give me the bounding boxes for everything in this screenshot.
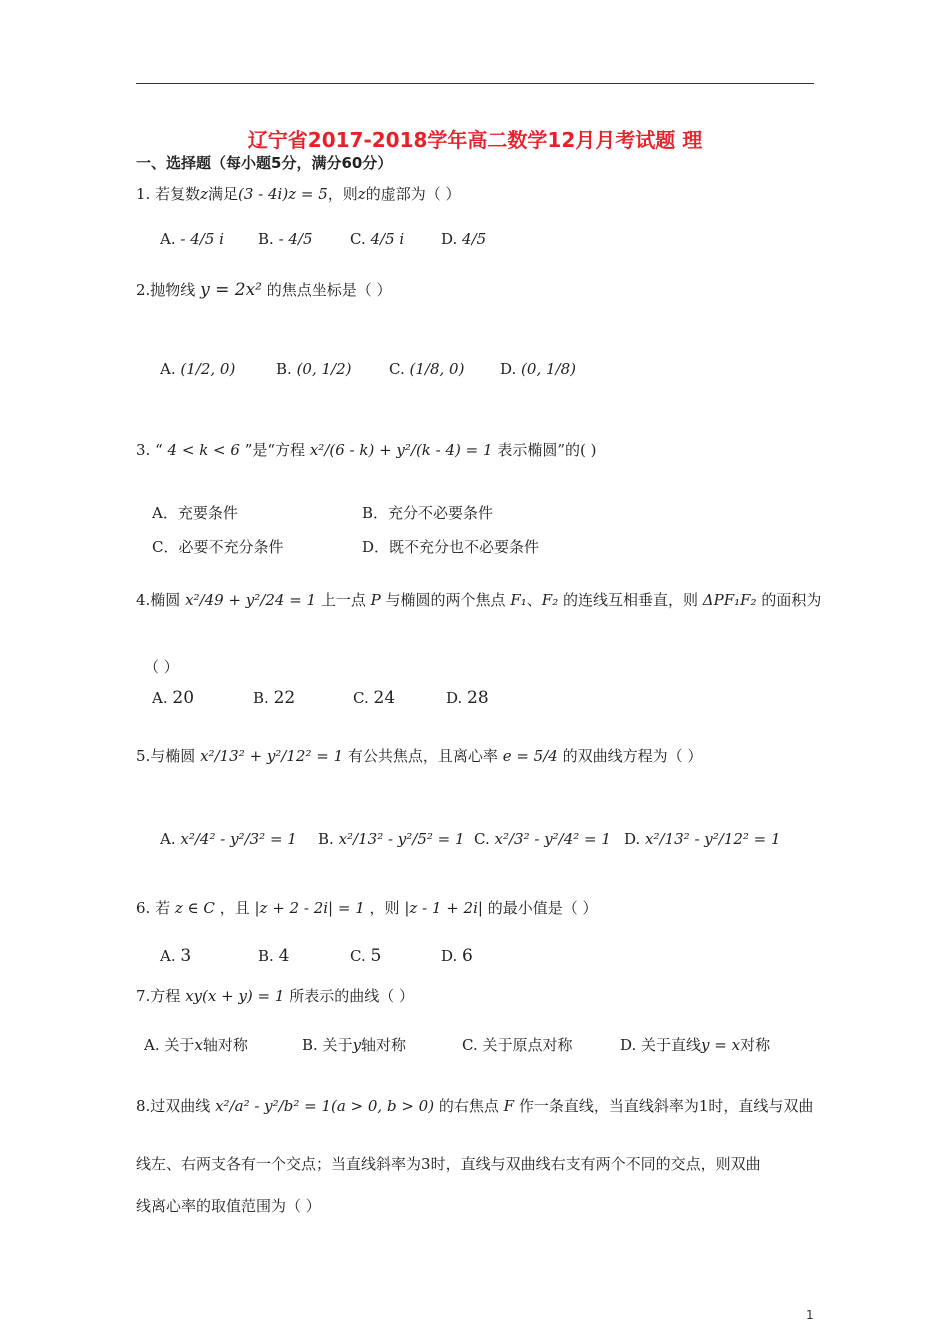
q5-text: 的双曲线方程为（ ） [562, 747, 703, 765]
q3-option-c: C．必要不充分条件 [152, 538, 284, 556]
q1-var: z [357, 185, 366, 203]
q3-text: ”是“方程 [244, 441, 306, 459]
q2-b-value: (0, 1/2) [296, 360, 352, 378]
q2-expr: y = 2x² [200, 280, 262, 300]
option-label: D. [441, 947, 458, 965]
q8-text: 的右焦点 [438, 1097, 499, 1115]
q5-option-b [318, 830, 465, 848]
option-label: C. [350, 947, 366, 965]
q2-option-c [389, 360, 464, 378]
q4-option-b [253, 688, 295, 708]
q2-text: 的焦点坐标是（ ） [266, 281, 392, 299]
option-label: B. [253, 689, 269, 707]
option-label: D. [441, 230, 458, 248]
q6-text: 6. 若 [136, 899, 171, 917]
q4-b-value: 22 [273, 688, 296, 708]
q6-d-value: 6 [462, 946, 473, 966]
q7-text: 所表示的曲线（ ） [289, 987, 414, 1005]
q2-option-b [276, 360, 352, 378]
q2-a-value: (1/2, 0) [180, 360, 236, 378]
q5-c-value: x²/3² - y²/4² = 1 [494, 830, 611, 848]
q6-b-value: 4 [278, 946, 290, 966]
q8-text: 作一条直线，当直线斜率为 [518, 1097, 699, 1115]
q1-text: 1. 若复数 [136, 185, 201, 203]
question-8-stem [136, 1096, 813, 1116]
q7-d-var: y = x [701, 1036, 741, 1054]
option-label: A. [152, 689, 168, 707]
q3-condition: 4 < k < 6 [167, 441, 240, 459]
q5-option-d [624, 830, 781, 848]
q4-text: 的连线互相垂直，则 [562, 591, 698, 609]
q1-var: z [200, 185, 208, 203]
option-label: D. [500, 360, 517, 378]
q5-text: 有公共焦点，且离心率 [347, 747, 498, 765]
q1-option-c [350, 230, 404, 248]
q6-text: ，则 [369, 899, 400, 917]
q8-slope-1: 1 [698, 1097, 709, 1115]
q7-option-b [302, 1034, 406, 1055]
option-label: C. [389, 360, 405, 378]
q7-option-a [144, 1034, 248, 1055]
q1-text: 满足 [208, 185, 239, 203]
q2-d-value: (0, 1/8) [521, 360, 576, 378]
question-4-stem [136, 590, 821, 610]
q7-d-text: D. 关于直线 [620, 1036, 702, 1054]
q2-option-a [160, 360, 235, 378]
q7-option-c: C. 关于原点对称 [462, 1036, 573, 1054]
option-label: A. [160, 360, 176, 378]
q6-text: 的最小值是（ ） [487, 899, 598, 917]
q5-d-value: x²/13² - y²/12² = 1 [645, 830, 781, 848]
option-label: A. [160, 230, 176, 248]
q1-expr: (3 - 4i)z = 5 [238, 185, 328, 203]
q7-equation: xy(x + y) = 1 [185, 987, 285, 1005]
q3-equation: x²/(6 - k) + y²/(k - 4) = 1 [309, 441, 493, 459]
q4-option-a [152, 688, 194, 708]
q1-text: ，则 [327, 185, 358, 203]
q8-slope-2: 3 [421, 1155, 431, 1173]
question-5-stem [136, 746, 702, 766]
q1-b-value: - 4/5 [278, 230, 313, 248]
q7-a-end: 轴对称 [202, 1036, 248, 1054]
q6-option-b [258, 946, 289, 966]
question-1-stem [136, 184, 460, 204]
option-label: D. [446, 689, 463, 707]
option-label: B. [276, 360, 292, 378]
q8-equation: x²/a² - y²/b² = 1(a > 0, b > 0) [215, 1097, 435, 1115]
q4-triangle: ΔPF₁F₂ [702, 591, 757, 609]
option-label: D. [624, 830, 641, 848]
q4-focus-2: F₂ [541, 591, 559, 609]
q6-a-value: 3 [180, 946, 192, 966]
page-title: 辽宁省2017-2018学年高二数学12月月考试题 理 [247, 128, 703, 152]
option-label: B. [318, 830, 334, 848]
q5-b-value: x²/13² - y²/5² = 1 [338, 830, 465, 848]
question-8-line-2 [136, 1154, 761, 1174]
q3-text: “ [155, 441, 163, 459]
q6-condition-2: |z + 2 - 2i| = 1 [254, 899, 365, 917]
question-7-stem [136, 986, 414, 1006]
q6-text: ，且 [219, 899, 250, 917]
question-3-stem [136, 440, 596, 460]
q5-a-value: x²/4² - y²/3² = 1 [180, 830, 297, 848]
q5-eccentricity: e = 5/4 [502, 747, 558, 765]
question-8-line-3: 线离心率的取值范围为（ ） [136, 1197, 321, 1215]
q4-blank: （ ） [144, 658, 179, 676]
q3-option-b: B．充分不必要条件 [362, 504, 494, 522]
q2-option-d [500, 360, 576, 378]
q8-text: 线左、右两支各有一个交点；当直线斜率为 [136, 1155, 422, 1173]
q4-equation: x²/49 + y²/24 = 1 [185, 591, 317, 609]
q4-a-value: 20 [172, 688, 195, 708]
q7-option-d [620, 1034, 770, 1055]
q4-c-value: 24 [373, 688, 396, 708]
q6-option-c [350, 946, 381, 966]
q4-option-c [353, 688, 395, 708]
page-number: 1 [806, 1308, 814, 1322]
q1-text: 的虚部为（ ） [365, 185, 461, 203]
q7-text: 7.方程 [136, 987, 181, 1005]
header-rule [136, 83, 814, 84]
q8-focus: F [503, 1097, 515, 1115]
q3-number: 3. [136, 441, 151, 459]
q1-option-d [441, 230, 486, 248]
q4-option-d [446, 688, 489, 708]
q6-option-d [441, 946, 473, 966]
q4-focus-1: F₁ [510, 591, 527, 609]
option-label: A. [160, 947, 176, 965]
q6-option-a [160, 946, 191, 966]
q7-d-end: 对称 [740, 1036, 771, 1054]
q7-b-text: B. 关于 [302, 1036, 353, 1054]
option-label: C. [350, 230, 366, 248]
q4-separator: 、 [526, 591, 542, 609]
question-6-stem [136, 898, 598, 918]
q5-option-c [474, 830, 611, 848]
q7-a-var: x [194, 1036, 203, 1054]
option-label: C. [474, 830, 490, 848]
q3-option-a: A．充要条件 [152, 504, 238, 522]
option-label: B. [258, 230, 274, 248]
q4-d-value: 28 [467, 688, 489, 708]
q6-expr: |z - 1 + 2i| [404, 899, 483, 917]
q1-option-a [160, 230, 224, 248]
q3-text: 表示椭圆”的( ) [497, 441, 597, 459]
option-label: A. [160, 830, 176, 848]
q7-b-end: 轴对称 [361, 1036, 407, 1054]
q1-d-value: 4/5 [462, 230, 487, 248]
q5-text: 5.与椭圆 [136, 747, 196, 765]
q4-text: 与椭圆的两个焦点 [385, 591, 506, 609]
q5-option-a [160, 830, 297, 848]
option-label: C. [353, 689, 369, 707]
option-label: B. [258, 947, 274, 965]
q4-point: P [370, 591, 381, 609]
q8-text: 时，直线与双曲线右支有两个不同的交点，则双曲 [430, 1155, 761, 1173]
q1-option-b [258, 230, 313, 248]
question-2-stem [136, 280, 392, 300]
q4-text: 的面积为 [761, 591, 822, 609]
q8-text: 时，直线与双曲 [708, 1097, 814, 1115]
q8-text: 8.过双曲线 [136, 1097, 211, 1115]
q7-a-text: A. 关于 [144, 1036, 195, 1054]
q7-b-var: y [352, 1036, 362, 1054]
q5-equation: x²/13² + y²/12² = 1 [200, 747, 344, 765]
q1-c-value: 4/5 i [370, 230, 405, 248]
q4-text: 4.椭圆 [136, 591, 181, 609]
q6-c-value: 5 [370, 946, 382, 966]
q6-condition-1: z ∈ C [174, 899, 215, 917]
q3-option-d: D．既不充分也不必要条件 [362, 538, 540, 556]
q4-text: 上一点 [320, 591, 366, 609]
section-heading: 一、选择题（每小题5分，满分60分） [136, 154, 393, 172]
q2-c-value: (1/8, 0) [409, 360, 465, 378]
q1-a-value: - 4/5 i [180, 230, 224, 248]
q2-text: 2.抛物线 [136, 281, 196, 299]
